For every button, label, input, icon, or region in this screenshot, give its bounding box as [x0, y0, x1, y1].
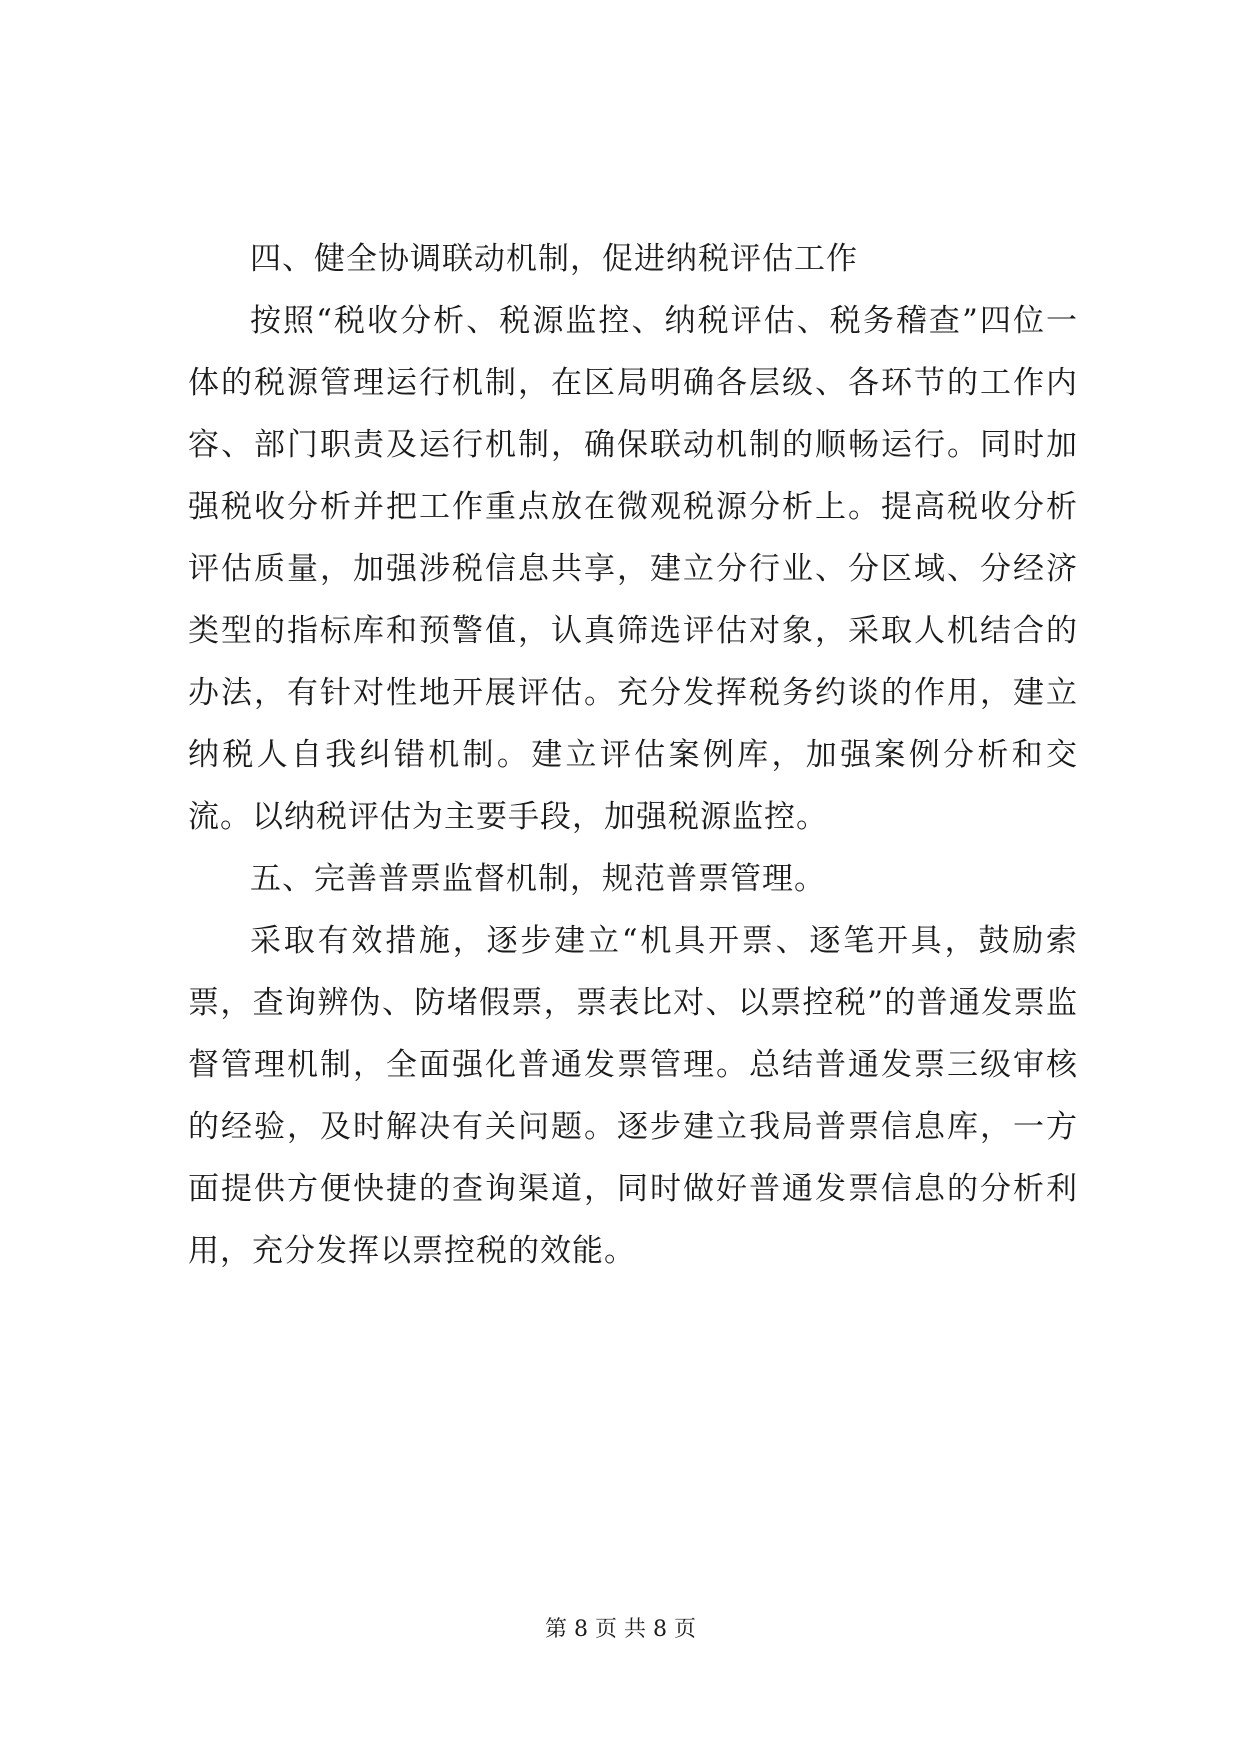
page-number-footer: 第 8 页 共 8 页	[545, 1617, 696, 1642]
section-heading-4: 四、健全协调联动机制，促进纳税评估工作	[250, 241, 858, 277]
document-body	[188, 228, 1078, 1282]
body-paragraph: 按照“税收分析、税源监控、纳税评估、税务稽查”四位一体的税源管理运行机制，在区局明确各层级、各环节的工作内容、部门职责及运行机制，确保联动机制的顺畅运行。同时加强税收分析并把工作重点放在微观税源分析上。提高税收分析评估质量，加强涉税信息共享，建立分行业、分区域、分经济类型的指标库和预警值，认真筛选评估对象，采取人机结合的办法，有针对性地开展评估。充分发挥税务约谈的作用，建立纳税人自我纠错机制。建立评估案例库，加强案例分析和交流。以纳税评估为主要手段，加强税源监控。	[188, 303, 1078, 835]
body-paragraph: 采取有效措施，逐步建立“机具开票、逐笔开具，鼓励索票，查询辨伪、防堵假票，票表比对、以票控税”的普通发票监督管理机制，全面强化普通发票管理。总结普通发票三级审核的经验，及时解决有关问题。逐步建立我局普票信息库，一方面提供方便快捷的查询渠道，同时做好普通发票信息的分析利用，充分发挥以票控税的效能。	[188, 923, 1078, 1269]
section-heading-5: 五、完善普票监督机制，规范普票管理。	[250, 861, 826, 897]
